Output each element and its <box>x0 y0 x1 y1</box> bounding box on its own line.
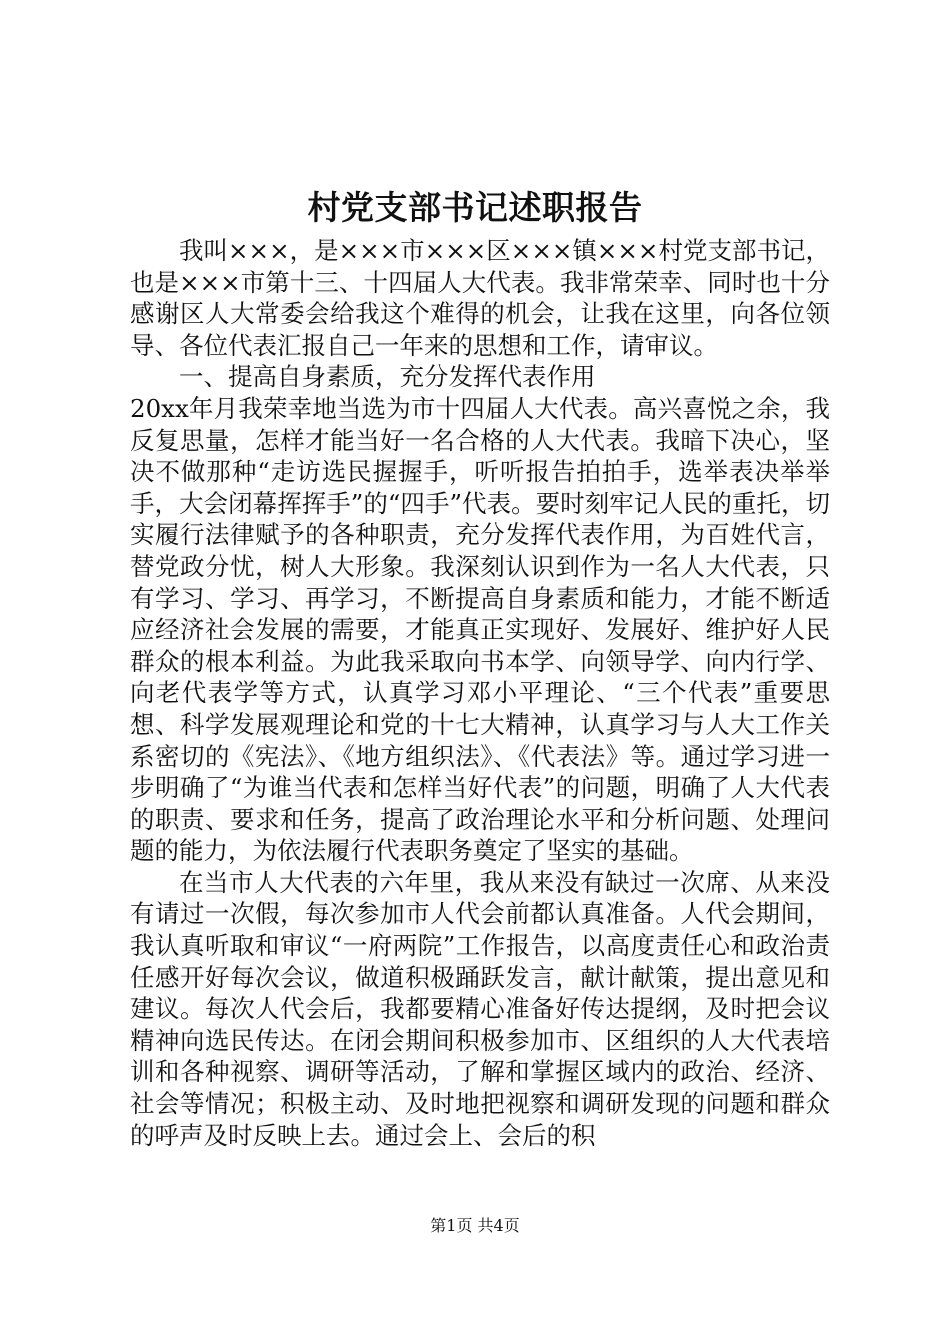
paragraph-intro: 我叫×××，是×××市×××区×××镇×××村党支部书记，也是×××市第十三、十四届人大代表。我非常荣幸、同时也十分感谢区人大常委会给我这个难得的机会，让我在这里，向各位领导、各位代表汇报自己一年来的思想和工作，请审议。 <box>130 236 830 360</box>
section-heading: 一、提高自身素质，充分发挥代表作用 <box>179 362 596 392</box>
paragraph-attendance: 在当市人大代表的六年里，我从来没有缺过一次席、从来没有请过一次假，每次参加市人代会前都认真准备。人代会期间，我认真听取和审议“一府两院”工作报告，以高度责任心和政治责任感开好每次会议，做道积极踊跃发言，献计献策，提出意见和建议。每次人代会后，我都要精心准备好传达提纲，及时把会议精神向选民传达。在闭会期间积极参加市、区组织的人大代表培训和各种视察、调研等活动，了解和掌握区域内的政治、经济、社会等情况；积极主动、及时地把视察和调研发现的问题和群众的呼声及时反映上去。通过会上、会后的积 <box>130 867 830 1150</box>
page-number-footer: 第1页 共4页 <box>430 1216 520 1235</box>
document-body <box>130 235 830 1151</box>
document-title: 村党支部书记述职报告 <box>307 188 643 227</box>
paragraph-study: 20xx年月我荣幸地当选为市十四届人大代表。高兴喜悦之余，我反复思量，怎样才能当好一名合格的人大代表。我暗下决心，坚决不做那种“走访选民握握手，听听报告拍拍手，选举表决举举手，大会闭幕挥挥手”的“四手”代表。要时刻牢记人民的重托，切实履行法律赋予的各种职责，充分发挥代表作用，为百姓代言，替党政分忧，树人大形象。我深刻认识到作为一名人大代表，只有学习、学习、再学习，不断提高自身素质和能力，才能不断适应经济社会发展的需要，才能真正实现好、发展好、维护好人民群众的根本利益。为此我采取向书本学、向领导学、向内行学、向老代表学等方式，认真学习邓小平理论、“三个代表”重要思想、科学发展观理论和党的十七大精神，认真学习与人大工作关系密切的《宪法》、《地方组织法》、《代表法》等。通过学习进一步明确了“为谁当代表和怎样当好代表”的问题，明确了人大代表的职责、要求和任务，提高了政治理论水平和分析问题、处理问题的能力，为依法履行代表职务奠定了坚实的基础。 <box>130 393 830 866</box>
